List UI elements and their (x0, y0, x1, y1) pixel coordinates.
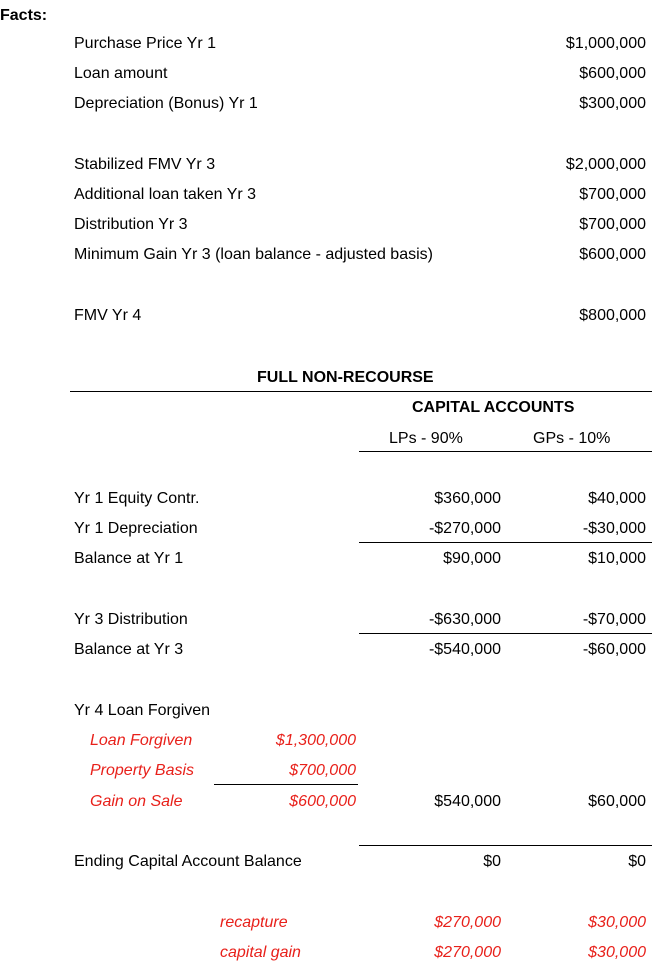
gp-column-header: GPs - 10% (533, 430, 611, 447)
fact-value: $800,000 (579, 307, 646, 324)
lp-value: $0 (483, 853, 501, 870)
capital-gain-gp-value: $30,000 (588, 944, 646, 961)
subtotal-rule (359, 542, 652, 543)
property-basis-value: $700,000 (289, 762, 356, 779)
gain-rule (214, 784, 358, 785)
gain-on-sale-value: $600,000 (289, 793, 356, 810)
ending-label: Ending Capital Account Balance (74, 853, 302, 870)
gp-value: $10,000 (588, 550, 646, 567)
gain-on-sale-label: Gain on Sale (90, 793, 183, 810)
gp-value: -$30,000 (582, 520, 646, 537)
subtotal-rule (359, 633, 652, 634)
title-rule (70, 391, 652, 392)
fact-label: Purchase Price Yr 1 (74, 35, 216, 52)
loan-forgiven-label: Loan Forgiven (90, 732, 193, 749)
row-label: Balance at Yr 1 (74, 550, 184, 567)
fact-label: Depreciation (Bonus) Yr 1 (74, 95, 258, 112)
capital-accounts-header: CAPITAL ACCOUNTS (412, 399, 575, 416)
ending-rule (359, 845, 652, 846)
gp-value: -$70,000 (582, 611, 646, 628)
fact-value: $600,000 (579, 65, 646, 82)
lp-value: $540,000 (434, 793, 501, 810)
fact-value: $600,000 (579, 246, 646, 263)
fact-value: $700,000 (579, 216, 646, 233)
lp-value: $360,000 (434, 490, 501, 507)
recapture-gp-value: $30,000 (588, 914, 646, 931)
gp-value: $40,000 (588, 490, 646, 507)
fact-label: Stabilized FMV Yr 3 (74, 156, 216, 173)
lp-value: -$270,000 (428, 520, 501, 537)
fact-value: $300,000 (579, 95, 646, 112)
header-rule (359, 451, 652, 452)
fact-label: Loan amount (74, 65, 168, 82)
capital-gain-lp-value: $270,000 (434, 944, 501, 961)
fact-label: FMV Yr 4 (74, 307, 142, 324)
fact-value: $2,000,000 (565, 156, 646, 173)
table-title: FULL NON-RECOURSE (257, 369, 434, 386)
fact-value: $700,000 (579, 186, 646, 203)
gp-value: $0 (628, 853, 646, 870)
row-label: Yr 3 Distribution (74, 611, 188, 628)
fact-label: Minimum Gain Yr 3 (loan balance - adjusted basis) (74, 246, 433, 263)
lp-column-header: LPs - 90% (389, 430, 463, 447)
recapture-label: recapture (220, 914, 288, 931)
row-label: Balance at Yr 3 (74, 641, 184, 658)
lp-value: -$630,000 (428, 611, 501, 628)
lp-value: -$540,000 (428, 641, 501, 658)
facts-header: Facts: (0, 7, 48, 24)
lp-value: $90,000 (443, 550, 501, 567)
fact-label: Additional loan taken Yr 3 (74, 186, 257, 203)
gp-value: $60,000 (588, 793, 646, 810)
row-label: Yr 1 Equity Contr. (74, 490, 200, 507)
property-basis-label: Property Basis (90, 762, 195, 779)
row-label: Yr 1 Depreciation (74, 520, 198, 537)
capital-gain-label: capital gain (220, 944, 301, 961)
fact-value: $1,000,000 (565, 35, 646, 52)
yr4-label: Yr 4 Loan Forgiven (74, 702, 211, 719)
loan-forgiven-value: $1,300,000 (275, 732, 356, 749)
recapture-lp-value: $270,000 (434, 914, 501, 931)
fact-label: Distribution Yr 3 (74, 216, 188, 233)
gp-value: -$60,000 (582, 641, 646, 658)
